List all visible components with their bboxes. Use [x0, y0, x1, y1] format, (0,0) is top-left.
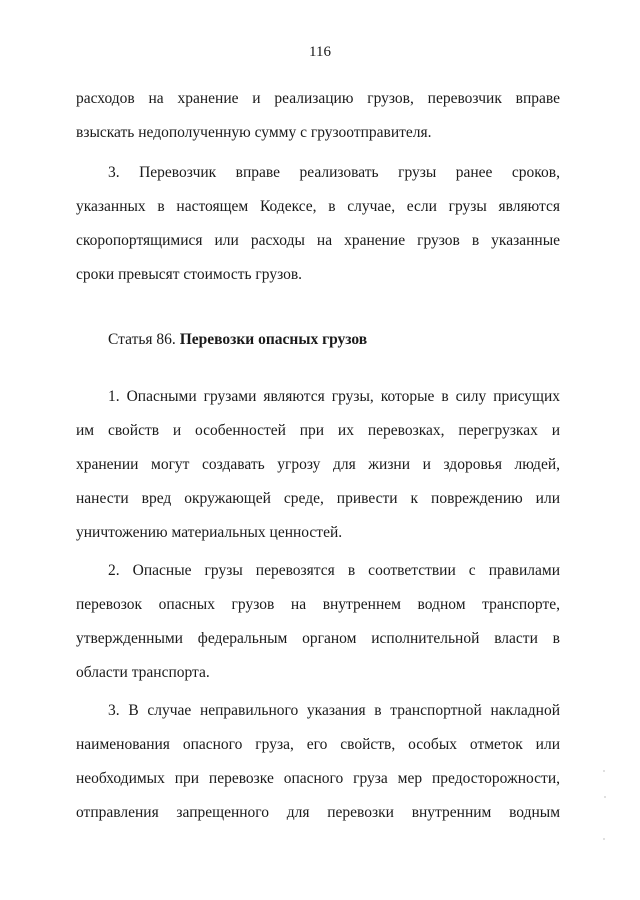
text-line: 3. В случае неправильного указания в транспортной накладной — [108, 702, 560, 719]
paragraph-item-3 — [76, 156, 560, 292]
text-line: хранении могут создавать угрозу для жизни и здоровья людей, — [76, 456, 560, 473]
text-line: перевозок опасных грузов на внутреннем водном транспорте, — [76, 596, 560, 613]
scan-speck — [603, 838, 605, 840]
article-86-paragraph-2 — [76, 554, 560, 690]
page-number: 116 — [309, 44, 331, 60]
text-line: указанных в настоящем Кодексе, в случае, если грузы являются — [76, 198, 560, 215]
text-line: расходов на хранение и реализацию грузов, перевозчик вправе — [76, 90, 560, 107]
text-line: уничтожению материальных ценностей. — [76, 524, 343, 541]
text-line: 3. Перевозчик вправе реализовать грузы ранее сроков, — [108, 164, 560, 181]
text-line: наименования опасного груза, его свойств, особых отметок или — [76, 736, 560, 753]
text-line: отправления запрещенного для перевозки внутренним водным — [76, 804, 560, 821]
text-line: им свойств и особенностей при их перевозках, перегрузках и — [76, 422, 560, 439]
scan-speck — [603, 770, 605, 772]
text-line: области транспорта. — [76, 664, 210, 681]
paragraph-continuation — [76, 82, 560, 150]
article-86-paragraph-1 — [76, 380, 560, 550]
text-line: нанести вред окружающей среде, привести к повреждению или — [76, 490, 560, 507]
article-heading — [108, 328, 367, 352]
text-line: сроки превысят стоимость грузов. — [76, 266, 303, 283]
text-line: необходимых при перевозке опасного груза мер предосторожности, — [76, 770, 560, 787]
text-line: утвержденными федеральным органом исполнительной власти в — [76, 630, 560, 647]
text-line: скоропортящимися или расходы на хранение грузов в указанные — [76, 232, 560, 249]
text-line: взыскать недополученную сумму с грузоотправителя. — [76, 124, 432, 141]
article-86-paragraph-3 — [76, 694, 560, 830]
scan-speck — [604, 796, 606, 798]
article-number: Статья 86. — [108, 331, 176, 348]
text-line: 1. Опасными грузами являются грузы, которые в силу присущих — [108, 388, 560, 405]
text-line: 2. Опасные грузы перевозятся в соответствии с правилами — [108, 562, 560, 579]
article-title: Перевозки опасных грузов — [179, 331, 368, 348]
